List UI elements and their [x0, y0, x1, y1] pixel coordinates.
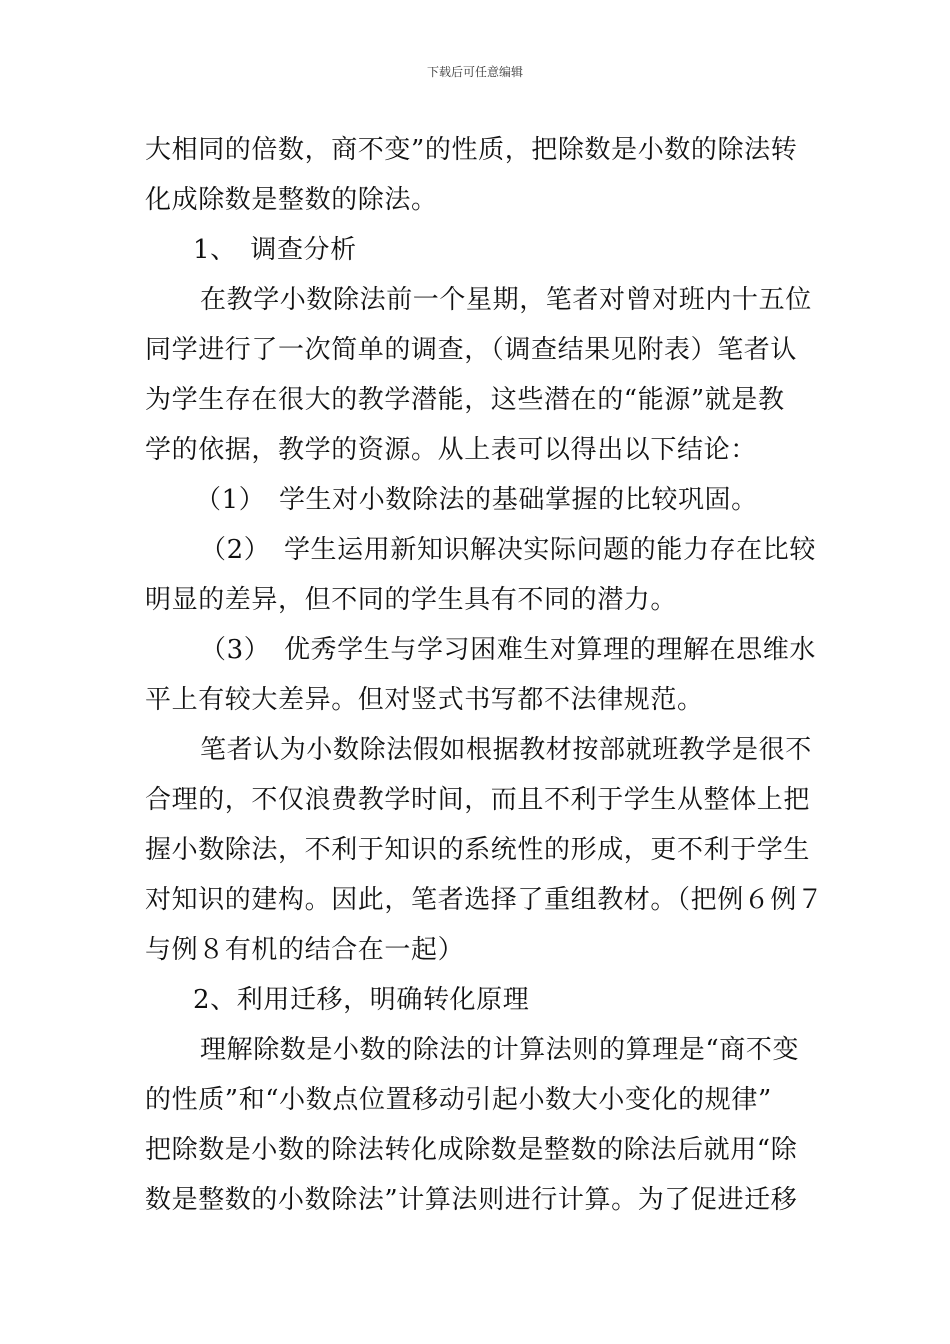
paragraph-line: 学的依据，教学的资源。从上表可以得出以下结论： [145, 435, 757, 465]
conclusion-item: （3） 优秀学生与学习困难生对算理的理解在思维水 [200, 635, 816, 665]
paragraph-line: 同学进行了一次简单的调查，（调查结果见附表）笔者认 [145, 335, 798, 365]
section-heading: 1、 调查分析 [193, 235, 357, 265]
paragraph-line: 对知识的建构。因此，笔者选择了重组教材。（把例６例７ [145, 885, 824, 915]
section-heading: 2、利用迁移，明确转化原理 [193, 985, 530, 1015]
paragraph-line: 合理的，不仅浪费教学时间，而且不利于学生从整体上把 [145, 785, 811, 815]
paragraph-line: 的性质”和“小数点位置移动引起小数大小变化的规律” [145, 1085, 772, 1115]
paragraph-line: 理解除数是小数的除法的计算法则的算理是“商不变 [200, 1035, 800, 1065]
paragraph-line: 握小数除法，不利于知识的系统性的形成，更不利于学生 [145, 835, 811, 865]
paragraph-line: 与例８有机的结合在一起） [145, 935, 465, 965]
paragraph-line: 数是整数的小数除法”计算法则进行计算。为了促进迁移 [145, 1185, 798, 1215]
paragraph-line: 在教学小数除法前一个星期，笔者对曾对班内十五位 [200, 285, 812, 315]
page-header: 下载后可任意编辑 [426, 65, 523, 79]
conclusion-item: （2） 学生运用新知识解决实际问题的能力存在比较 [200, 535, 816, 565]
paragraph-line: 笔者认为小数除法假如根据教材按部就班教学是很不 [200, 735, 812, 765]
paragraph-line: 把除数是小数的除法转化成除数是整数的除法后就用“除 [145, 1135, 798, 1165]
paragraph-line: 大相同的倍数，商不变”的性质，把除数是小数的除法转 [145, 135, 798, 165]
conclusion-item: （1） 学生对小数除法的基础掌握的比较巩固。 [195, 485, 758, 515]
paragraph-line: 化成除数是整数的除法。 [145, 185, 438, 215]
paragraph-line: 平上有较大差异。但对竖式书写都不法律规范。 [145, 685, 704, 715]
paragraph-line: 明显的差异，但不同的学生具有不同的潜力。 [145, 585, 678, 615]
paragraph-line: 为学生存在很大的教学潜能，这些潜在的“能源”就是教 [145, 385, 785, 415]
